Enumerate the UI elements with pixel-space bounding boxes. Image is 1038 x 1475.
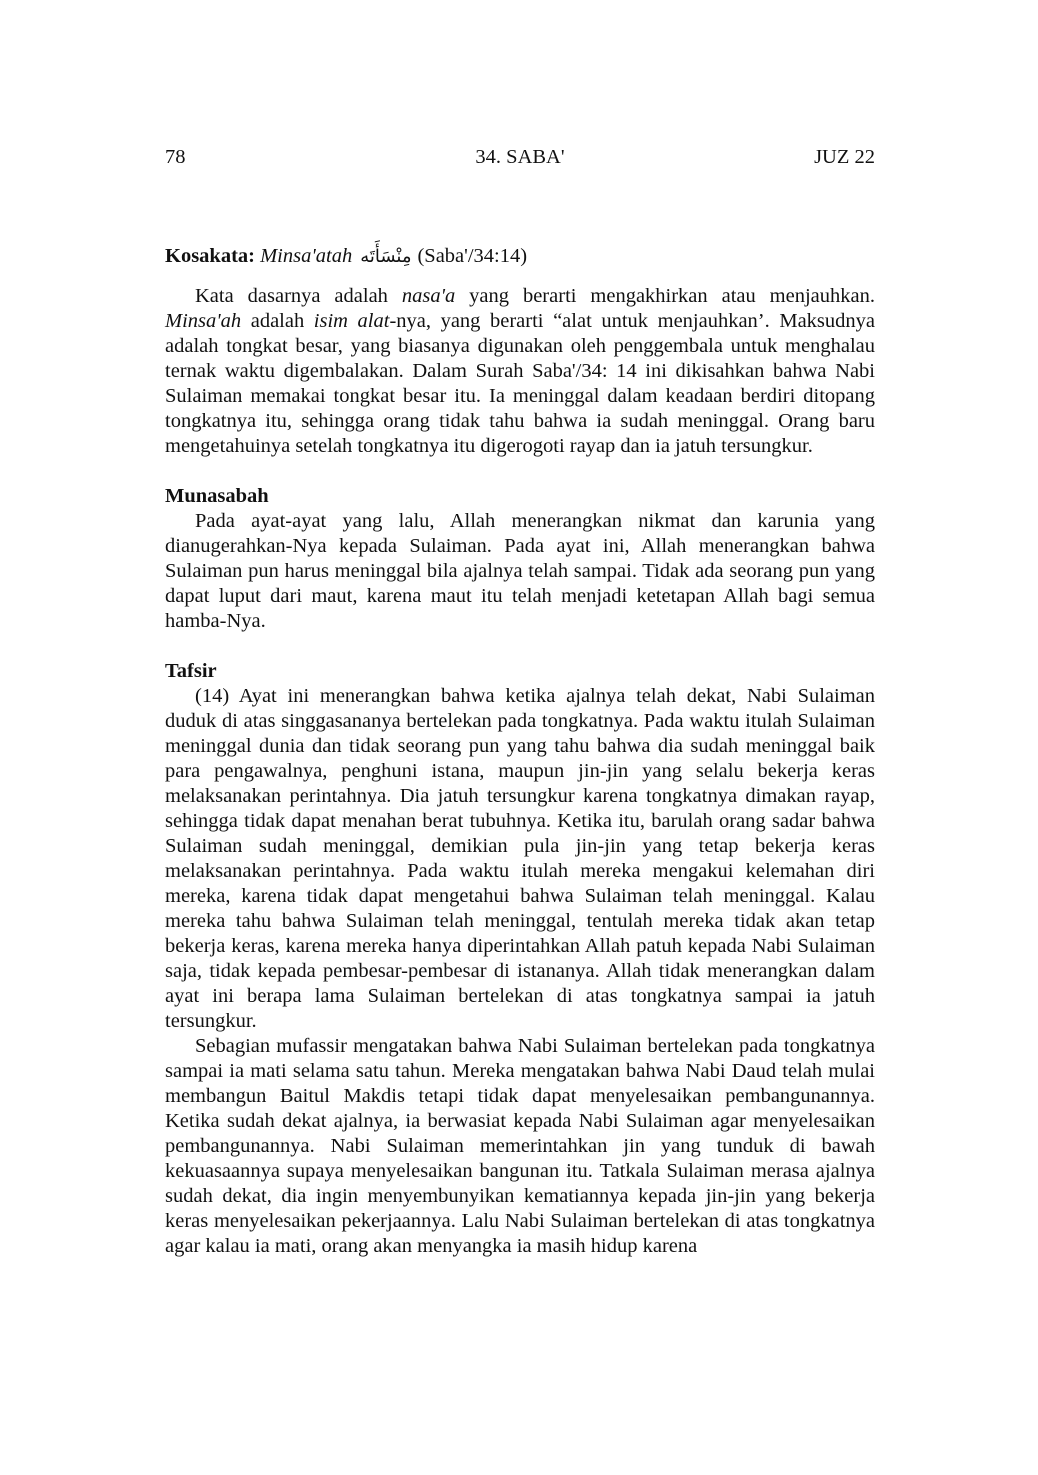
text-run: yang berarti mengakhirkan atau menjauhkan.: [455, 285, 875, 307]
text-run: adalah: [241, 310, 314, 332]
page-number: 78: [165, 146, 186, 168]
italic-term: nasa'a: [401, 285, 456, 307]
kosakata-arabic: مِنْسَأَتَه: [360, 246, 412, 267]
kosakata-reference: (Saba'/34:14): [417, 245, 528, 267]
text-run: Kata dasarnya adalah: [195, 285, 402, 307]
kosakata-label: Kosakata:: [165, 245, 255, 267]
munasabah-paragraph: Pada ayat-ayat yang lalu, Allah menerangkan nikmat dan karunia yang dianugerahkan-Nya kepada Sulaiman. Pada ayat ini, Allah menerangkan bahwa Sulaiman pun harus meninggal bila ajalnya telah sampai. Tidak ada seorang pun yang dapat luput dari maut, karena maut itu telah menjadi ketetapan Allah bagi semua hamba-Nya.: [165, 510, 875, 632]
tafsir-paragraph: Sebagian mufassir mengatakan bahwa Nabi Sulaiman bertelekan pada tongkatnya sampai ia mati selama satu tahun. Mereka mengatakan bahwa Nabi Daud telah mulai membangun Baitul Makdis tetapi tidak dapat menyelesaikan pembangunannya. Ketika sudah dekat ajalnya, ia berwasiat kepada Nabi Sulaiman agar menyelesaikan pembangunannya. Nabi Sulaiman memerintahkan jin yang tunduk di bawah kekuasaannya supaya menyelesaikan bangunan itu. Tatkala Sulaiman merasa ajalnya sudah dekat, dia ingin menyembunyikan kematiannya kepada jin-jin yang bekerja keras menyelesaikan pekerjaannya. Lalu Nabi Sulaiman bertelekan di atas tongkatnya agar kalau ia mati, orang akan menyangka ia masih hidup karena: [165, 1035, 875, 1257]
italic-term: Minsa'ah: [165, 310, 242, 332]
munasabah-heading: Munasabah: [165, 485, 269, 507]
kosakata-heading: [165, 244, 875, 269]
italic-term: isim alat: [313, 310, 390, 332]
chapter-title: 34. SABA': [475, 146, 565, 168]
text-run: -nya, yang berarti “alat untuk menjauhkan’. Maksudnya adalah tongkat besar, yang biasanya digunakan oleh penggembala untuk menghalau ternak waktu digembalakan. Dalam Surah Saba'/34: 14 ini dikisahkan bahwa Nabi Sulaiman memakai tongkat besar itu. Ia meninggal dalam keadaan berdiri ditopang tongkatnya itu, sehingga orang tidak tahu bahwa ia sudah meninggal. Orang baru mengetahuinya setelah tongkatnya itu digerogoti rayap dan ia jatuh tersungkur.: [165, 310, 875, 457]
juz-label: JUZ 22: [814, 146, 875, 168]
tafsir-paragraph: (14) Ayat ini menerangkan bahwa ketika ajalnya telah dekat, Nabi Sulaiman duduk di atas singgasananya bertelekan pada tongkatnya. Pada waktu itulah Sulaiman meninggal dunia dan tidak seorang pun yang tahu bahwa dia sudah meninggal baik para pengawalnya, penghuni istana, maupun jin-jin yang selalu bekerja keras melaksanakan perintahnya. Dia jatuh tersungkur karena tongkatnya dimakan rayap, sehingga tidak dapat menahan berat tubuhnya. Ketika itu, barulah orang sadar bahwa Sulaiman sudah meninggal, demikian pula jin-jin yang tetap bekerja keras melaksanakan perintahnya. Pada waktu itulah mereka mengakui kelemahan diri mereka, karena tidak dapat mengetahui bahwa Sulaiman telah meninggal. Kalau mereka tahu bahwa Sulaiman telah meninggal, tentulah mereka tidak akan tetap bekerja keras, karena mereka hanya diperintahkan Allah patuh kepada Nabi Sulaiman saja, tidak kepada pembesar-pembesar di istananya. Allah tidak menerangkan dalam ayat ini berapa lama Sulaiman bertelekan di atas tongkatnya sampai ia jatuh tersungkur.: [165, 685, 875, 1032]
kosakata-term: Minsa'atah: [260, 245, 353, 267]
kosakata-paragraph: [165, 284, 875, 459]
running-header: [165, 146, 875, 172]
page-content: [165, 244, 875, 1259]
tafsir-heading: Tafsir: [165, 660, 217, 682]
